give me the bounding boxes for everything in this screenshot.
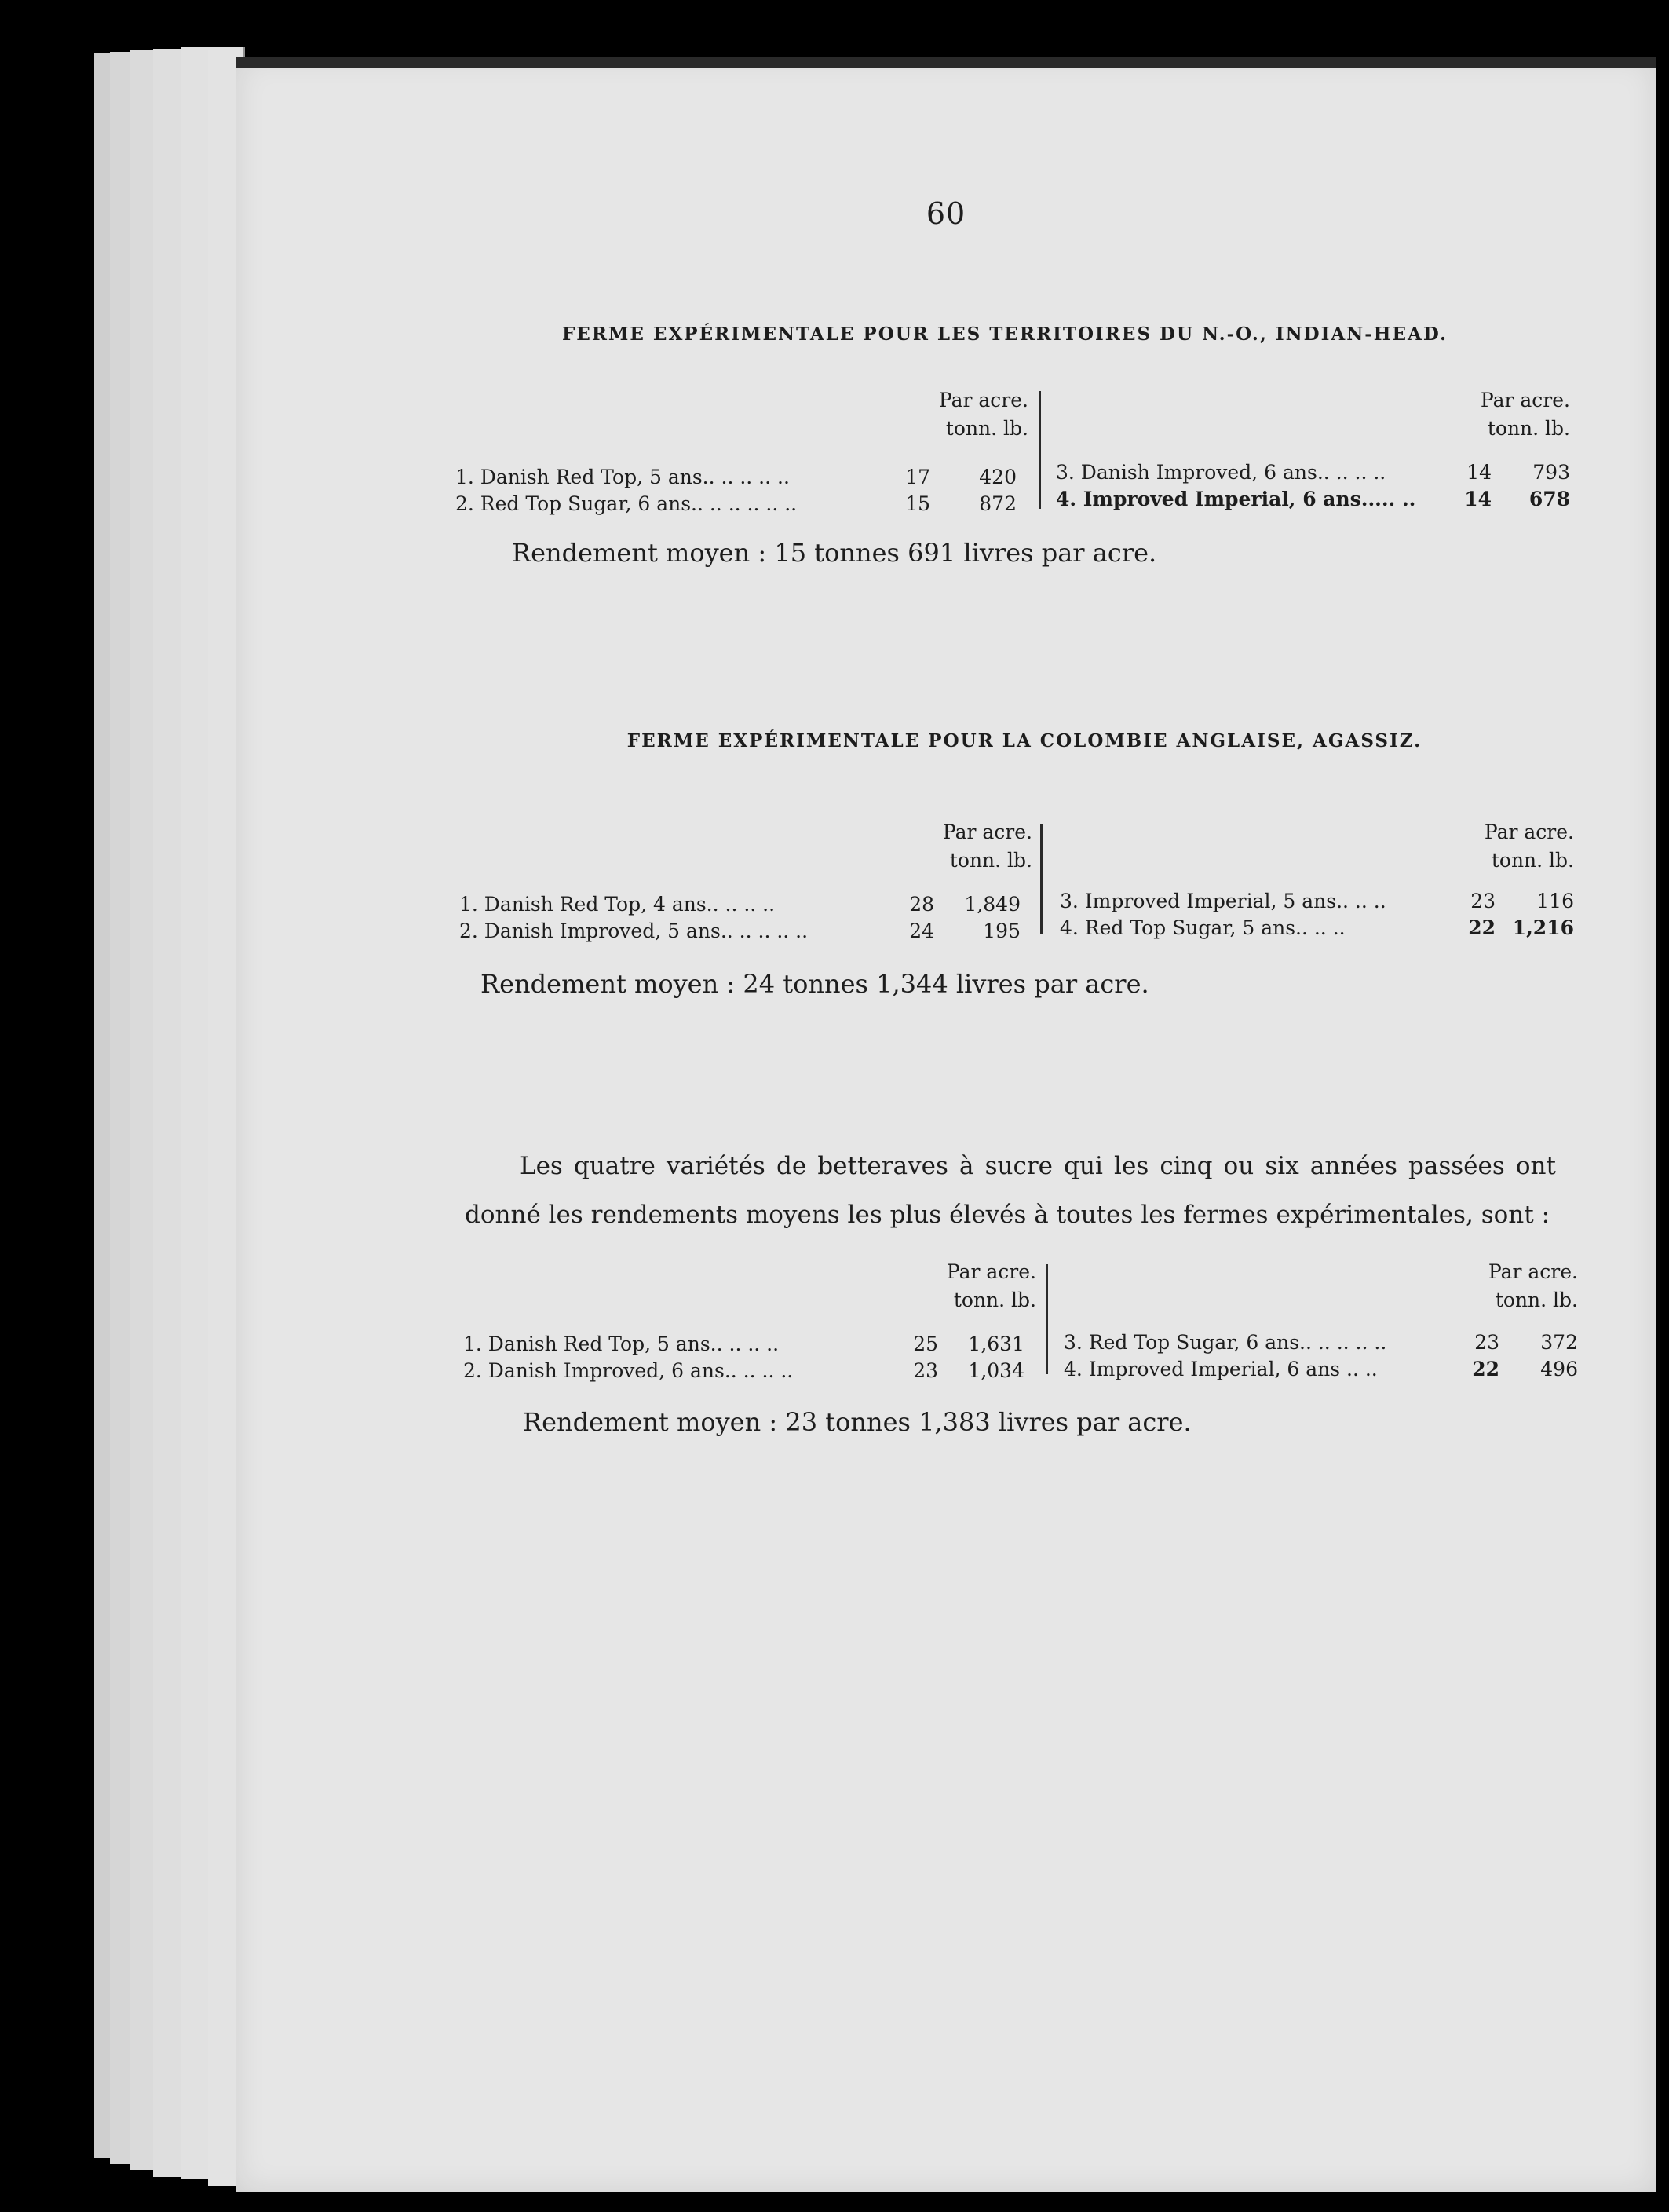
- column-header-right: [1417, 818, 1574, 875]
- average-yield: Rendement moyen : 23 tonnes 1,383 livres par acre.: [523, 1407, 1192, 1437]
- header-par-acre: Par acre.: [946, 1260, 1036, 1283]
- yield-lbs: 793: [1532, 461, 1570, 484]
- yield-lbs: 116: [1536, 890, 1574, 912]
- column-header-right: [1417, 386, 1570, 443]
- header-units: tonn. lb.: [953, 1289, 1036, 1311]
- column-divider: [1046, 1264, 1048, 1374]
- variety-name: 1. Danish Red Top, 5 ans.. .. .. ..: [463, 1333, 780, 1355]
- yield-table: [455, 386, 1570, 520]
- yield-lbs: 195: [983, 920, 1021, 942]
- variety-name: 2. Danish Improved, 5 ans.. .. .. .. ..: [459, 920, 809, 942]
- yield-lbs: 1,631: [968, 1333, 1024, 1355]
- document-page: [236, 57, 1656, 2192]
- table-row: [1064, 1329, 1582, 1357]
- variety-name: 2. Danish Improved, 6 ans.. .. .. ..: [463, 1359, 794, 1382]
- variety-name: 2. Red Top Sugar, 6 ans.. .. .. .. .. ..: [455, 492, 798, 515]
- variety-name: 1. Danish Red Top, 4 ans.. .. .. ..: [459, 893, 776, 916]
- header-units: tonn. lb.: [945, 417, 1028, 440]
- column-header-left: [879, 386, 1028, 443]
- column-header-left: [883, 818, 1032, 875]
- yield-table: [459, 818, 1574, 944]
- yield-lbs: 872: [979, 492, 1017, 515]
- yield-tons: 24: [909, 920, 934, 942]
- yield-lbs: 372: [1540, 1331, 1578, 1354]
- header-par-acre: Par acre.: [1484, 821, 1574, 843]
- yield-tons: 23: [913, 1359, 938, 1382]
- average-yield: Rendement moyen : 15 tonnes 691 livres par acre.: [512, 538, 1157, 568]
- variety-name: 4. Improved Imperial, 6 ans .. ..: [1064, 1358, 1378, 1380]
- header-units: tonn. lb.: [1491, 849, 1574, 872]
- table-row: [1060, 914, 1578, 942]
- yield-tons: 22: [1472, 1358, 1499, 1380]
- variety-name: 3. Red Top Sugar, 6 ans.. .. .. .. ..: [1064, 1331, 1387, 1354]
- yield-tons: 25: [913, 1333, 938, 1355]
- header-par-acre: Par acre.: [938, 389, 1028, 411]
- header-units: tonn. lb.: [1495, 1289, 1578, 1311]
- variety-name: 1. Danish Red Top, 5 ans.. .. .. .. ..: [455, 466, 790, 488]
- table-row: [1056, 459, 1574, 487]
- column-header-right: [1421, 1258, 1578, 1314]
- yield-lbs: 1,849: [964, 893, 1021, 916]
- section-heading: FERME EXPÉRIMENTALE POUR LA COLOMBIE ANGLAISE, AGASSIZ.: [626, 730, 1422, 751]
- header-par-acre: Par acre.: [1480, 389, 1570, 411]
- yield-lbs: 1,034: [968, 1359, 1024, 1382]
- variety-name: 4. Improved Imperial, 6 ans..... ..: [1056, 488, 1416, 510]
- header-par-acre: Par acre.: [942, 821, 1032, 843]
- variety-name: 4. Red Top Sugar, 5 ans.. .. ..: [1060, 916, 1346, 939]
- table-row: [463, 1330, 1036, 1358]
- column-divider: [1039, 391, 1041, 509]
- yield-tons: 15: [905, 492, 930, 515]
- section-heading: FERME EXPÉRIMENTALE POUR LES TERRITOIRES DU N.-O., INDIAN-HEAD.: [561, 324, 1448, 345]
- yield-table: [463, 1258, 1578, 1384]
- column-header-left: [887, 1258, 1036, 1314]
- yield-tons: 14: [1466, 461, 1492, 484]
- header-units: tonn. lb.: [949, 849, 1032, 872]
- yield-tons: 28: [909, 893, 934, 916]
- table-row: [455, 490, 1028, 518]
- average-yield: Rendement moyen : 24 tonnes 1,344 livres par acre.: [480, 969, 1149, 999]
- table-row: [463, 1357, 1036, 1385]
- yield-tons: 23: [1470, 890, 1496, 912]
- variety-name: 3. Danish Improved, 6 ans.. .. .. ..: [1056, 461, 1386, 484]
- summary-paragraph: Les quatre variétés de betteraves à sucre qui les cinq ou six années passées ont donné les rendements moyens les plus élevés à toutes les fermes expérimentales, sont :: [465, 1152, 1556, 1229]
- page-top-border: [236, 57, 1656, 68]
- table-row: [1056, 485, 1574, 514]
- yield-lbs: 1,216: [1512, 916, 1574, 939]
- header-units: tonn. lb.: [1487, 417, 1570, 440]
- table-row: [1064, 1355, 1582, 1384]
- yield-tons: 14: [1464, 488, 1492, 510]
- table-row: [459, 890, 1032, 919]
- table-row: [459, 917, 1032, 945]
- yield-lbs: 678: [1528, 488, 1570, 510]
- yield-tons: 22: [1468, 916, 1496, 939]
- table-row: [1060, 887, 1578, 916]
- page-number: 60: [926, 196, 966, 231]
- column-divider: [1040, 824, 1043, 934]
- table-row: [455, 463, 1028, 492]
- header-par-acre: Par acre.: [1488, 1260, 1578, 1283]
- yield-lbs: 420: [979, 466, 1017, 488]
- yield-tons: 17: [905, 466, 930, 488]
- yield-tons: 23: [1474, 1331, 1499, 1354]
- variety-name: 3. Improved Imperial, 5 ans.. .. ..: [1060, 890, 1386, 912]
- yield-lbs: 496: [1540, 1358, 1578, 1380]
